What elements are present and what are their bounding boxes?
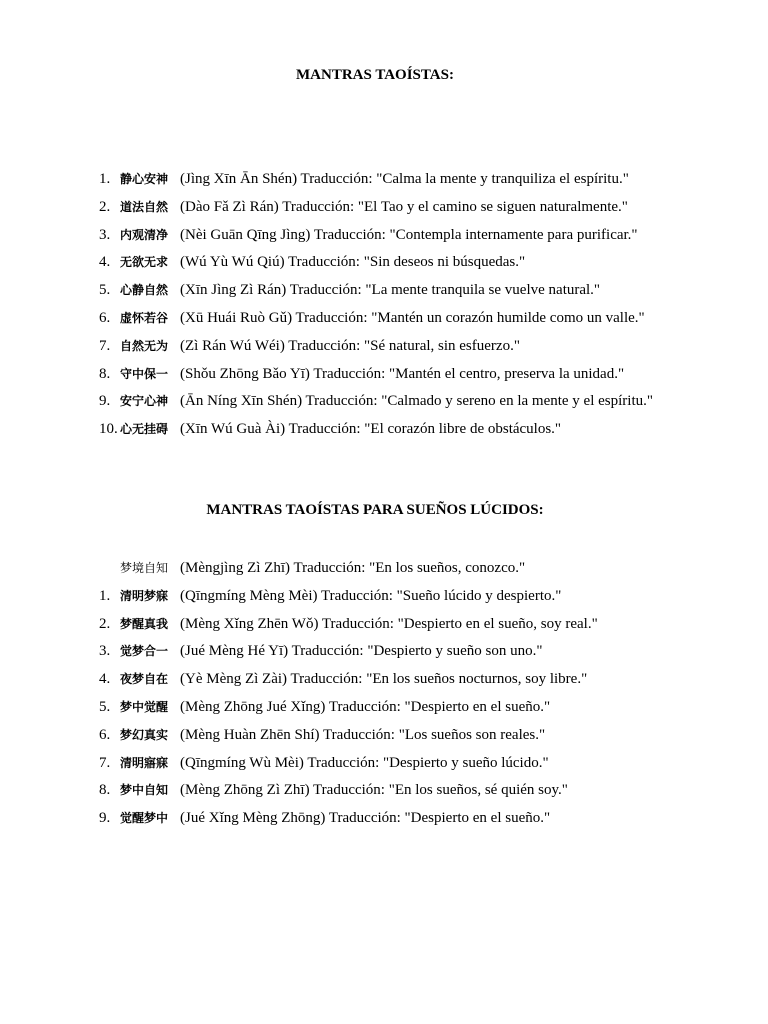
mantra-pinyin-translation: (Dào Fǎ Zì Rán) Traducción: "El Tao y el camino se siguen naturalmente." [180,198,628,215]
mantra-item [99,390,653,418]
item-number: 1. [99,587,111,604]
chinese-mantra: 夜梦自在 [120,672,169,687]
item-number: 9. [99,393,111,410]
section-title-taoist-mantras: MANTRAS TAOÍSTAS: [296,67,454,83]
lucid-dream-mantras-list [99,557,598,835]
mantra-item [99,363,653,391]
mantra-pinyin-translation: (Ān Níng Xīn Shén) Traducción: "Calmado y sereno en la mente y el espíritu." [180,393,653,410]
mantra-pinyin-translation: (Mèng Zhōng Zì Zhī) Traducción: "En los sueños, sé quién soy." [180,782,568,799]
mantra-item [99,251,653,279]
mantra-item [99,668,598,696]
mantra-pinyin-translation: (Wú Yù Wú Qiú) Traducción: "Sin deseos ni búsquedas." [180,254,526,271]
mantra-pinyin-translation: (Mèngjìng Zì Zhī) Traducción: "En los sueños, conozco." [180,560,526,576]
mantra-item [99,779,598,807]
mantra-pinyin-translation: (Jué Xǐng Mèng Zhōng) Traducción: "Despierto en el sueño." [180,810,551,827]
mantra-item [99,279,653,307]
item-number: 7. [99,337,111,354]
mantra-pinyin-translation: (Jué Mèng Hé Yī) Traducción: "Despierto y sueño son uno." [180,643,543,660]
chinese-mantra: 心静自然 [120,283,169,298]
mantra-item [99,724,598,752]
chinese-mantra: 心无挂碍 [120,422,169,437]
mantra-pinyin-translation: (Mèng Zhōng Jué Xǐng) Traducción: "Despierto en el sueño." [180,698,551,715]
mantra-pinyin-translation: (Qīngmíng Mèng Mèi) Traducción: "Sueño lúcido y despierto." [180,587,562,604]
mantra-pinyin-translation: (Shǒu Zhōng Bǎo Yī) Traducción: "Mantén el centro, preserva la unidad." [180,365,625,382]
mantra-item [99,585,598,613]
chinese-mantra: 梦幻真实 [120,727,169,742]
chinese-mantra: 梦中觉醒 [120,699,169,714]
item-number: 3. [99,643,111,660]
mantra-item [99,335,653,363]
chinese-mantra: 梦醒真我 [120,616,169,631]
mantra-pinyin-translation: (Xū Huái Ruò Gǔ) Traducción: "Mantén un corazón humilde como un valle." [180,309,645,326]
item-number: 8. [99,782,111,799]
mantra-item [99,224,653,252]
chinese-mantra: 梦中自知 [120,783,169,798]
mantra-item [99,752,598,780]
chinese-mantra: 无欲无求 [120,255,169,270]
mantra-pinyin-translation: (Mèng Huàn Zhēn Shí) Traducción: "Los sueños son reales." [180,726,546,743]
chinese-mantra: 道法自然 [120,199,169,214]
mantra-pinyin-translation: (Mèng Xǐng Zhēn Wǒ) Traducción: "Despierto en el sueño, soy real." [180,615,598,632]
mantra-item [99,807,598,835]
item-number: 4. [99,254,111,271]
mantra-item [99,557,598,585]
mantra-pinyin-translation: (Nèi Guān Qīng Jìng) Traducción: "Contempla internamente para purificar." [180,226,638,243]
chinese-mantra: 静心安神 [120,172,169,186]
item-number: 3. [99,226,111,243]
chinese-mantra: 觉梦合一 [120,644,169,659]
mantra-item [99,168,653,196]
mantra-pinyin-translation: (Zì Rán Wú Wéi) Traducción: "Sé natural, sin esfuerzo." [180,337,520,354]
item-number: 2. [99,198,111,215]
chinese-mantra: 清明梦寐 [120,588,169,603]
mantra-item [99,307,653,335]
chinese-mantra: 自然无为 [120,338,169,353]
item-number: 6. [99,726,111,743]
item-number: 1. [99,171,111,187]
chinese-mantra: 梦境自知 [120,561,169,575]
chinese-mantra: 安宁心神 [120,394,169,409]
item-number: 5. [99,698,111,715]
mantra-item [99,640,598,668]
chinese-mantra: 清明寤寐 [120,755,169,770]
section-title-lucid-dream-mantras: MANTRAS TAOÍSTAS PARA SUEÑOS LÚCIDOS: [206,502,544,518]
mantra-item [99,418,653,446]
chinese-mantra: 虚怀若谷 [120,310,169,325]
item-number: 8. [99,365,111,382]
item-number: 6. [99,309,111,326]
mantra-pinyin-translation: (Jìng Xīn Ān Shén) Traducción: "Calma la mente y tranquiliza el espíritu." [180,171,629,187]
item-number: 2. [99,615,111,632]
item-number: 7. [99,754,111,771]
item-number: 9. [99,810,111,827]
mantra-pinyin-translation: (Yè Mèng Zì Zài) Traducción: "En los sueños nocturnos, soy libre." [180,671,588,688]
chinese-mantra: 内观清净 [120,227,169,242]
chinese-mantra: 守中保一 [120,366,169,381]
mantra-pinyin-translation: (Qīngmíng Wù Mèi) Traducción: "Despierto y sueño lúcido." [180,754,549,771]
item-number: 10. [99,421,118,438]
chinese-mantra: 觉醒梦中 [120,811,169,826]
mantra-item [99,613,598,641]
mantra-item [99,696,598,724]
item-number: 4. [99,671,111,688]
mantra-pinyin-translation: (Xīn Wú Guà Ài) Traducción: "El corazón libre de obstáculos." [180,421,562,438]
mantra-pinyin-translation: (Xīn Jìng Zì Rán) Traducción: "La mente tranquila se vuelve natural." [180,282,601,299]
item-number: 5. [99,282,111,299]
taoist-mantras-list [99,168,653,446]
mantra-item [99,196,653,224]
